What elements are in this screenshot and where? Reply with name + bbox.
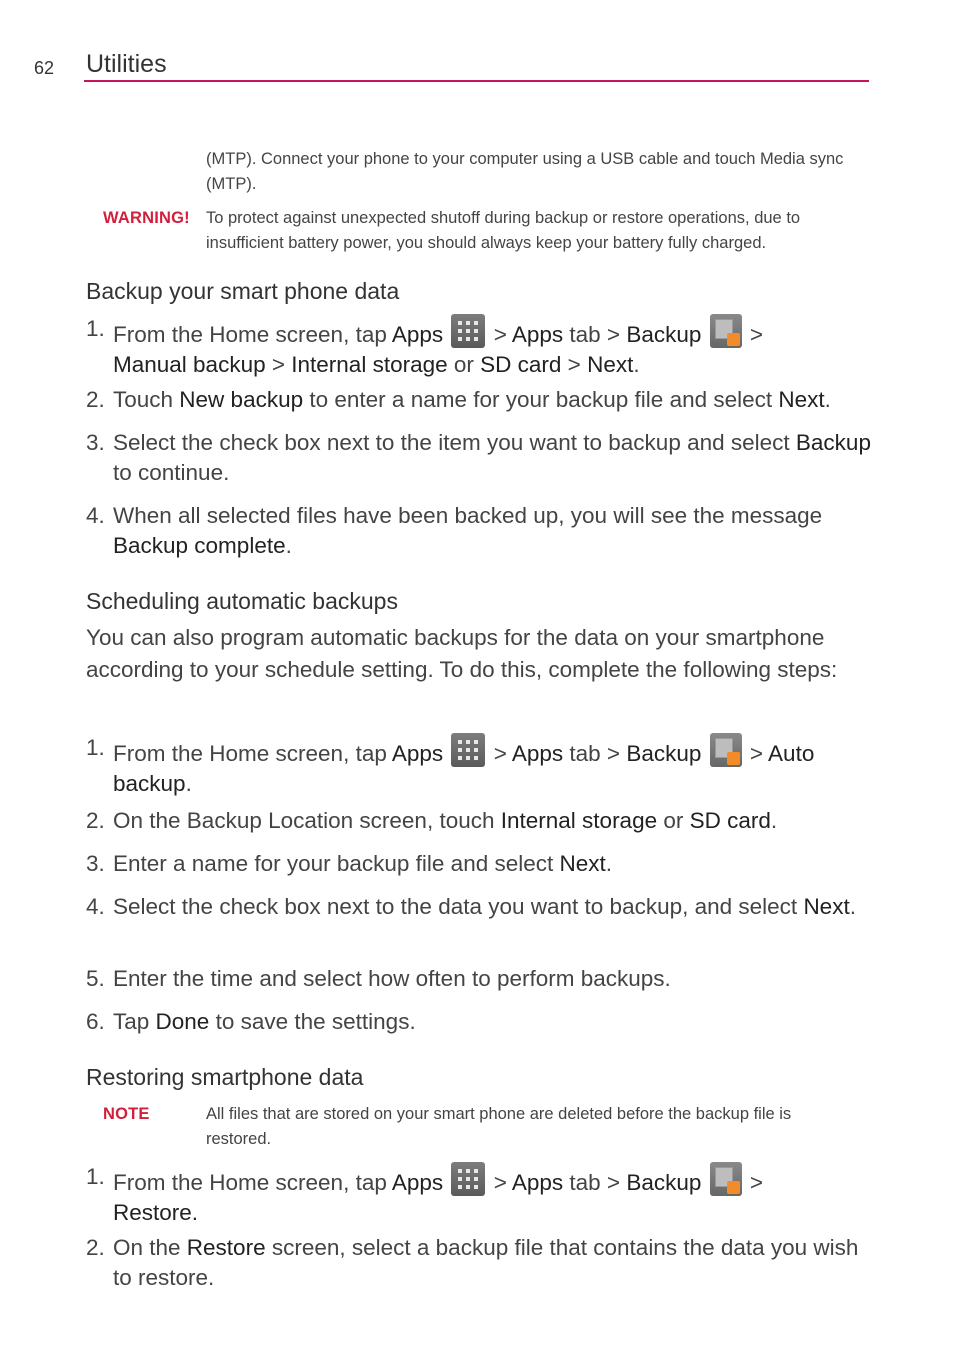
step-number: 3. [86, 851, 105, 876]
grid-dot [466, 748, 470, 752]
grid-dot [474, 1169, 478, 1173]
grid-dot [466, 1169, 470, 1173]
grid-dot [458, 321, 462, 325]
warning-label: WARNING! [103, 209, 190, 227]
schedule-intro: You can also program automatic backups for the data on your smartphone according to your schedule setting. To do this, complete the following steps: [86, 625, 838, 682]
grid-dot [474, 337, 478, 341]
step-text: From the Home screen, tap [113, 322, 392, 347]
grid-dot [474, 1185, 478, 1189]
grid-dot [458, 1169, 462, 1173]
grid-dot [474, 740, 478, 744]
step-number: 1. [86, 316, 105, 341]
schedule-step-3: 3. Enter a name for your backup file and select Next. [86, 849, 876, 879]
intro-continuation: (MTP). Connect your phone to your computer using a USB cable and touch Media sync (MTP). [206, 150, 844, 193]
restore-step-1: 1. From the Home screen, tap Apps > Apps tab > Backup > Restore. [86, 1164, 764, 1225]
step-number: 2. [86, 1235, 105, 1260]
schedule-step-2: 2. On the Backup Location screen, touch Internal storage or SD card. [86, 806, 876, 836]
backup-app-icon [710, 314, 742, 348]
grid-dot [466, 321, 470, 325]
step-number: 2. [86, 808, 105, 833]
schedule-step-6: 6. Tap Done to save the settings. [86, 1007, 876, 1037]
grid-dot [458, 329, 462, 333]
schedule-heading: Scheduling automatic backups [86, 588, 398, 614]
grid-dot [458, 748, 462, 752]
backup-step-4: 4. When all selected files have been backed up, you will see the message Backup complete. [86, 503, 823, 558]
step-number: 2. [86, 387, 105, 412]
note-text: All files that are stored on your smart phone are deleted before the backup file is restored. [206, 1105, 792, 1148]
grid-dot [466, 337, 470, 341]
header-rule [84, 80, 869, 82]
grid-dot [466, 329, 470, 333]
grid-dot [474, 321, 478, 325]
grid-dot [458, 337, 462, 341]
backup-app-icon [710, 1162, 742, 1196]
grid-dot [466, 1185, 470, 1189]
restore-step-2: 2. On the Restore screen, select a backup file that contains the data you wish to restore. [86, 1235, 859, 1290]
grid-dot [474, 756, 478, 760]
step-number: 5. [86, 966, 105, 991]
apps-grid-icon [451, 733, 485, 767]
step-number: 1. [86, 1164, 105, 1189]
grid-dot [474, 748, 478, 752]
schedule-step-1: 1. From the Home screen, tap Apps > Apps tab > Backup > Auto backup. [86, 735, 815, 796]
grid-dot [458, 756, 462, 760]
backup-label: Backup [626, 322, 702, 347]
apps-grid-icon [451, 314, 485, 348]
grid-dot [458, 740, 462, 744]
apps-grid-icon [451, 1162, 485, 1196]
grid-dot [466, 740, 470, 744]
grid-dot [466, 1177, 470, 1181]
page-number: 62 [34, 58, 55, 78]
backup-step-1: 1. From the Home screen, tap Apps > Apps tab > Backup > Manual backup > Internal storage or SD card > Next. [86, 316, 764, 377]
grid-dot [466, 756, 470, 760]
schedule-step-5: 5. Enter the time and select how often to perform backups. [86, 964, 876, 994]
warning-text: To protect against unexpected shutoff during backup or restore operations, due to insufficient battery power, you should always keep your battery fully charged. [206, 209, 801, 252]
grid-dot [474, 1177, 478, 1181]
grid-dot [458, 1177, 462, 1181]
restore-heading: Restoring smartphone data [86, 1064, 364, 1090]
schedule-step-4: 4. Select the check box next to the data you want to backup, and select Next. [86, 892, 876, 922]
grid-dot [458, 1185, 462, 1189]
note-label: NOTE [103, 1105, 150, 1123]
backup-step-2: 2. Touch New backup to enter a name for your backup file and select Next. [86, 385, 876, 415]
step-number: 4. [86, 503, 105, 528]
backup-app-icon [710, 733, 742, 767]
section-title: Utilities [86, 50, 167, 78]
apps-label: Apps [391, 322, 444, 347]
step-number: 3. [86, 430, 105, 455]
step-number: 4. [86, 894, 105, 919]
backup-heading: Backup your smart phone data [86, 278, 400, 304]
step-number: 6. [86, 1009, 105, 1034]
grid-dot [474, 329, 478, 333]
backup-step-3: 3. Select the check box next to the item you want to backup and select Backup to continue. [86, 430, 871, 485]
step-number: 1. [86, 735, 105, 760]
